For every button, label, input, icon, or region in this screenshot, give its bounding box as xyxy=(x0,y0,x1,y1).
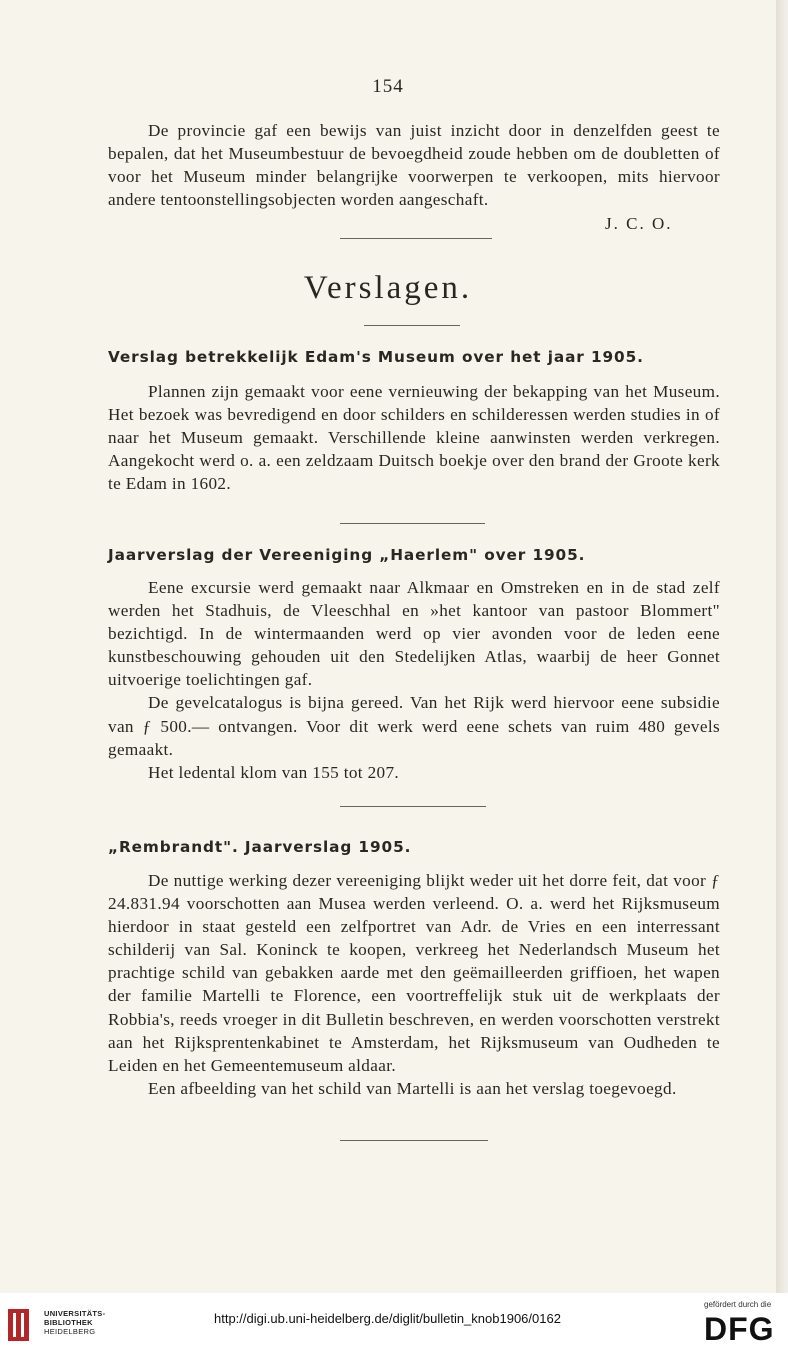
library-name-line: UNIVERSITÄTS- xyxy=(44,1309,106,1318)
report-heading-rembrandt: „Rembrandt". Jaarverslag 1905. xyxy=(108,838,412,856)
divider xyxy=(340,806,486,807)
intro-block xyxy=(108,119,720,211)
title-underline xyxy=(364,325,460,326)
section-title: Verslagen. xyxy=(303,270,473,306)
funded-by-label: gefördert durch die xyxy=(704,1300,772,1309)
signature: J. C. O. xyxy=(605,214,673,233)
report-paragraph: Een afbeelding van het schild van Martelli is aan het verslag toegevoegd. xyxy=(148,1078,677,1098)
library-name-line: BIBLIOTHEK xyxy=(44,1318,93,1327)
dfg-logo: DFG xyxy=(704,1311,775,1347)
page-edge xyxy=(776,0,788,1293)
divider xyxy=(340,238,492,239)
report-paragraph: Plannen zijn gemaakt voor eene vernieuwing der bekapping van het Museum. Het bezoek was bevredigend en door schilders en schilderessen werden studies in of naar het Museum gemaakt. Verschillende kleine aanwinsten werden verkregen. Aangekocht werd o. a. een zeldzaam Duitsch boekje over den brand der Groote kerk te Edam in 1602. xyxy=(108,382,720,494)
report-body-haerlem xyxy=(108,576,720,784)
divider xyxy=(340,523,485,524)
page-number: 154 xyxy=(372,76,404,97)
report-paragraph: De nuttige werking dezer vereeniging blijkt weder uit het dorre feit, dat voor ƒ 24.831.94 voorschotten aan Musea werden verleend. O. a. werd het Rijksmuseum hierdoor in staat gesteld een zelfportret van Adr. de Vries en een interressant schilderij van Sal. Koninck te koopen, verkreeg het Nederlandsch Museum het prachtige schild van gebakken aarde met den geëmailleerden griffioen, het wapen der familie Martelli te Florence, een voortreffelijk stuk uit de werkplaats der Robbia's, reeds vroeger in dit Bulletin beschreven, en werden voorschotten verstrekt aan het Rijksprentenkabinet te Amsterdam, het Rijksmuseum van Oudheden te Leiden en het Gemeentemuseum aldaar. xyxy=(108,871,720,1075)
footer-bar xyxy=(0,1293,788,1355)
library-name-line: HEIDELBERG xyxy=(44,1327,96,1336)
university-library-logo-icon xyxy=(6,1305,36,1345)
report-paragraph: Eene excursie werd gemaakt naar Alkmaar en Omstreken en in de stad zelf werden het Stadhuis, de Vleeschhal en »het kantoor van pastoor Blommert" bezichtigd. In de wintermaanden werd op vier avonden voor de leden eene kunstbeschouwing gehouden uit den Stedelijken Atlas, waarbij de heer Gonnet uitvoerige toelichtingen gaf. xyxy=(108,578,720,690)
report-body-edam xyxy=(108,380,720,495)
report-paragraph: Het ledental klom van 155 tot 207. xyxy=(148,762,400,782)
library-name xyxy=(44,1309,105,1336)
report-heading-haerlem: Jaarverslag der Vereeniging „Haerlem" over 1905. xyxy=(108,546,586,564)
report-heading-edam: Verslag betrekkelijk Edam's Museum over het jaar 1905. xyxy=(108,348,644,366)
divider xyxy=(340,1140,488,1141)
report-body-rembrandt xyxy=(108,869,720,1100)
intro-paragraph: De provincie gaf een bewijs van juist inzicht door in denzelfden geest te bepalen, dat het Museumbestuur de bevoegdheid zoude hebben om de doubletten of voor het Museum minder belangrijke voorwerpen te verkoopen, mits hiervoor andere tentoonstellingsobjecten worden aangeschaft. xyxy=(108,121,720,210)
permalink-url[interactable]: http://digi.ub.uni-heidelberg.de/diglit/bulletin_knob1906/0162 xyxy=(214,1311,561,1326)
report-paragraph: De gevelcatalogus is bijna gereed. Van het Rijk werd hiervoor eene subsidie van ƒ 500.— ontvangen. Voor dit werk werd eene schets van ruim 480 gevels gemaakt. xyxy=(108,693,720,759)
